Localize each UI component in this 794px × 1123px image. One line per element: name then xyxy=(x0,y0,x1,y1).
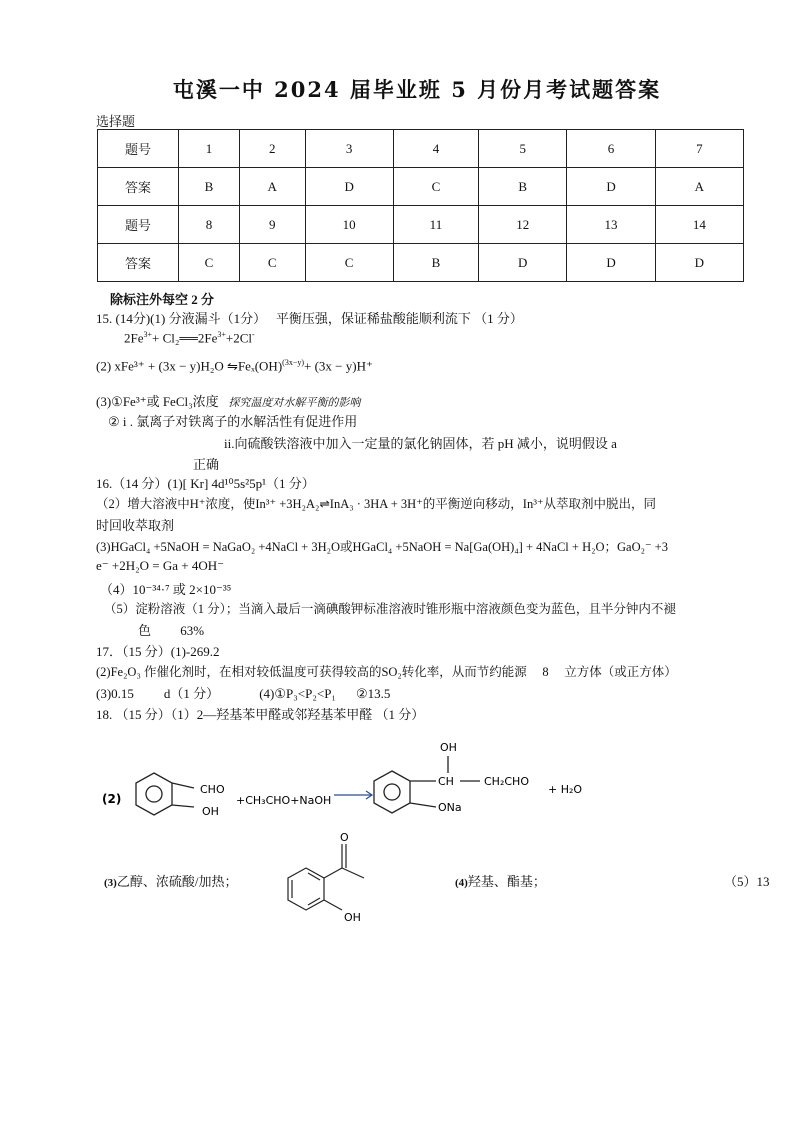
q15-line2: $2Fe^{3+}+$ $Cl_2══2Fe^{3+}+2Cl^-$ xyxy=(124,330,255,346)
answer-table-cell: A xyxy=(655,168,743,206)
q18-3: (3)乙醇、浓硫酸/加热； xyxy=(104,874,238,889)
water: + H₂O xyxy=(548,783,583,796)
product-ona: ONa xyxy=(438,801,462,814)
scoring-note: 除标注外每空 2 分 xyxy=(110,292,215,307)
answer-table-cell: C xyxy=(239,244,305,282)
answer-table-row xyxy=(98,168,744,206)
reagents: +CH₃CHO+NaOH xyxy=(236,794,332,807)
q16-line7: （5）淀粉溶液（1 分）；当滴入最后一滴碘酸钾标准溶液时锥形瓶中溶液颜色变为蓝色，且半分钟内不褪 xyxy=(104,602,676,616)
answer-table-cell: 7 xyxy=(655,130,743,168)
q17-line2: (2)Fe₂O₃ 作催化剂时，在相对较低温度可获得较高的SO₂转化率，从而节约能源 8 立方体（或正方体） xyxy=(96,665,677,679)
answer-table-header-cell: 答案 xyxy=(98,244,179,282)
answer-table-cell: 2 xyxy=(239,130,305,168)
answer-table-header-cell: 答案 xyxy=(98,168,179,206)
q18-5: （5）13 xyxy=(724,874,770,889)
q16-line2: （2）增大溶液中H⁺浓度，使In³⁺ +3H₂A₂⇌InA₃ · 3HA + 3H⁺的平衡逆向移动，In³⁺从萃取剂中脱出，同 xyxy=(96,497,657,511)
q15-line7: 正确 xyxy=(193,457,220,472)
answer-table-cell: 4 xyxy=(393,130,478,168)
answer-table-cell: A xyxy=(239,168,305,206)
answer-table-header-cell: 题号 xyxy=(98,206,179,244)
q15-line1: 15. (14分)(1) 分液漏斗（1分） 平衡压强，保证稀盐酸能顺利流下 （1 分） xyxy=(96,311,523,326)
answer-table xyxy=(97,129,744,282)
answer-table-cell: 12 xyxy=(479,206,567,244)
answer-table-cell: 9 xyxy=(239,206,305,244)
reactant-benzene-ring xyxy=(136,773,194,815)
q15-line3: (2) xFe³⁺ + (3x − y)H₂O ⇋Feₓ(OH)$^{(3x-y)}$+ (3x − y)H⁺ xyxy=(96,358,373,374)
answer-table-cell: D xyxy=(567,244,655,282)
q17-line3: (3)0.15 d（1 分） (4)①P₃<P₂<P₁ ②13.5 xyxy=(96,686,391,701)
answer-table-cell: 14 xyxy=(655,206,743,244)
ketone-structure xyxy=(268,828,378,928)
answer-table-cell: 1 xyxy=(179,130,240,168)
answer-table-cell: B xyxy=(179,168,240,206)
page-title: 屯溪一中 2024 届毕业班 5 月份月考试题答案 xyxy=(172,77,662,102)
answer-table-header-cell: 题号 xyxy=(98,130,179,168)
q16-line3: 时回收萃取剂 xyxy=(96,518,175,533)
answer-table-cell: C xyxy=(179,244,240,282)
answer-table-row xyxy=(98,244,744,282)
reaction-arrow xyxy=(334,791,372,799)
ketone-oh: OH xyxy=(344,911,361,924)
reaction-scheme xyxy=(96,735,616,835)
ketone-o: O xyxy=(340,831,349,844)
q15-line6: ii.向硫酸铁溶液中加入一定量的氯化钠固体，若 pH 减小，说明假设 a xyxy=(224,436,617,451)
q16-line1: 16.（14 分）(1)[ Kr] 4d¹⁰5s²5p¹（1 分） xyxy=(96,476,315,491)
answer-table-row xyxy=(98,130,744,168)
answer-table-cell: D xyxy=(479,244,567,282)
q15-line4: (3)①Fe³⁺或 FeCl₃浓度 探究温度对水解平衡的影响 xyxy=(96,394,361,409)
answer-table-cell: 10 xyxy=(305,206,393,244)
answer-table-cell: C xyxy=(305,244,393,282)
q18-4: (4)羟基、酯基； xyxy=(455,874,546,889)
product-benzene-ring xyxy=(374,756,480,813)
product-ch2cho: CH₂CHO xyxy=(484,775,529,788)
answer-table-cell: B xyxy=(479,168,567,206)
answer-table-cell: 11 xyxy=(393,206,478,244)
answer-table-row xyxy=(98,206,744,244)
answer-table-cell: 5 xyxy=(479,130,567,168)
answer-table-cell: B xyxy=(393,244,478,282)
answer-table-cell: 8 xyxy=(179,206,240,244)
section-label: 选择题 xyxy=(96,115,136,130)
reactant-oh: OH xyxy=(202,805,219,818)
answer-table-cell: 13 xyxy=(567,206,655,244)
q16-line6: （4）10⁻³⁴·⁷ 或 2×10⁻³⁵ xyxy=(100,582,232,597)
q15-line5: ② i . 氯离子对铁离子的水解活性有促进作用 xyxy=(108,414,358,429)
product-oh: OH xyxy=(440,741,457,754)
q17-line1: 17．（15 分）(1)-269.2 xyxy=(96,644,220,659)
answer-table-cell: D xyxy=(305,168,393,206)
product-ch: CH xyxy=(438,775,454,788)
reactant-cho: CHO xyxy=(200,783,225,796)
answer-table-cell: D xyxy=(655,244,743,282)
q18-2-label: (2) xyxy=(102,792,122,806)
q16-line4: (3)HGaCl₄ +5NaOH = NaGaO₂ +4NaCl + 3H₂O或HGaCl₄ +5NaOH = Na[Ga(OH)₄] + 4NaCl + H₂O；GaO₂⁻ +3 xyxy=(96,540,668,554)
q18-line1: 18. （15 分）（1）2—羟基苯甲醛或邻羟基苯甲醛 （1 分） xyxy=(96,707,425,722)
answer-table-cell: D xyxy=(567,168,655,206)
answer-table-cell: 6 xyxy=(567,130,655,168)
answer-table-cell: C xyxy=(393,168,478,206)
q16-line8: 色 63% xyxy=(138,623,205,638)
q16-line5: e⁻ +2H₂O = Ga + 4OH⁻ xyxy=(96,558,224,573)
answer-table-cell: 3 xyxy=(305,130,393,168)
